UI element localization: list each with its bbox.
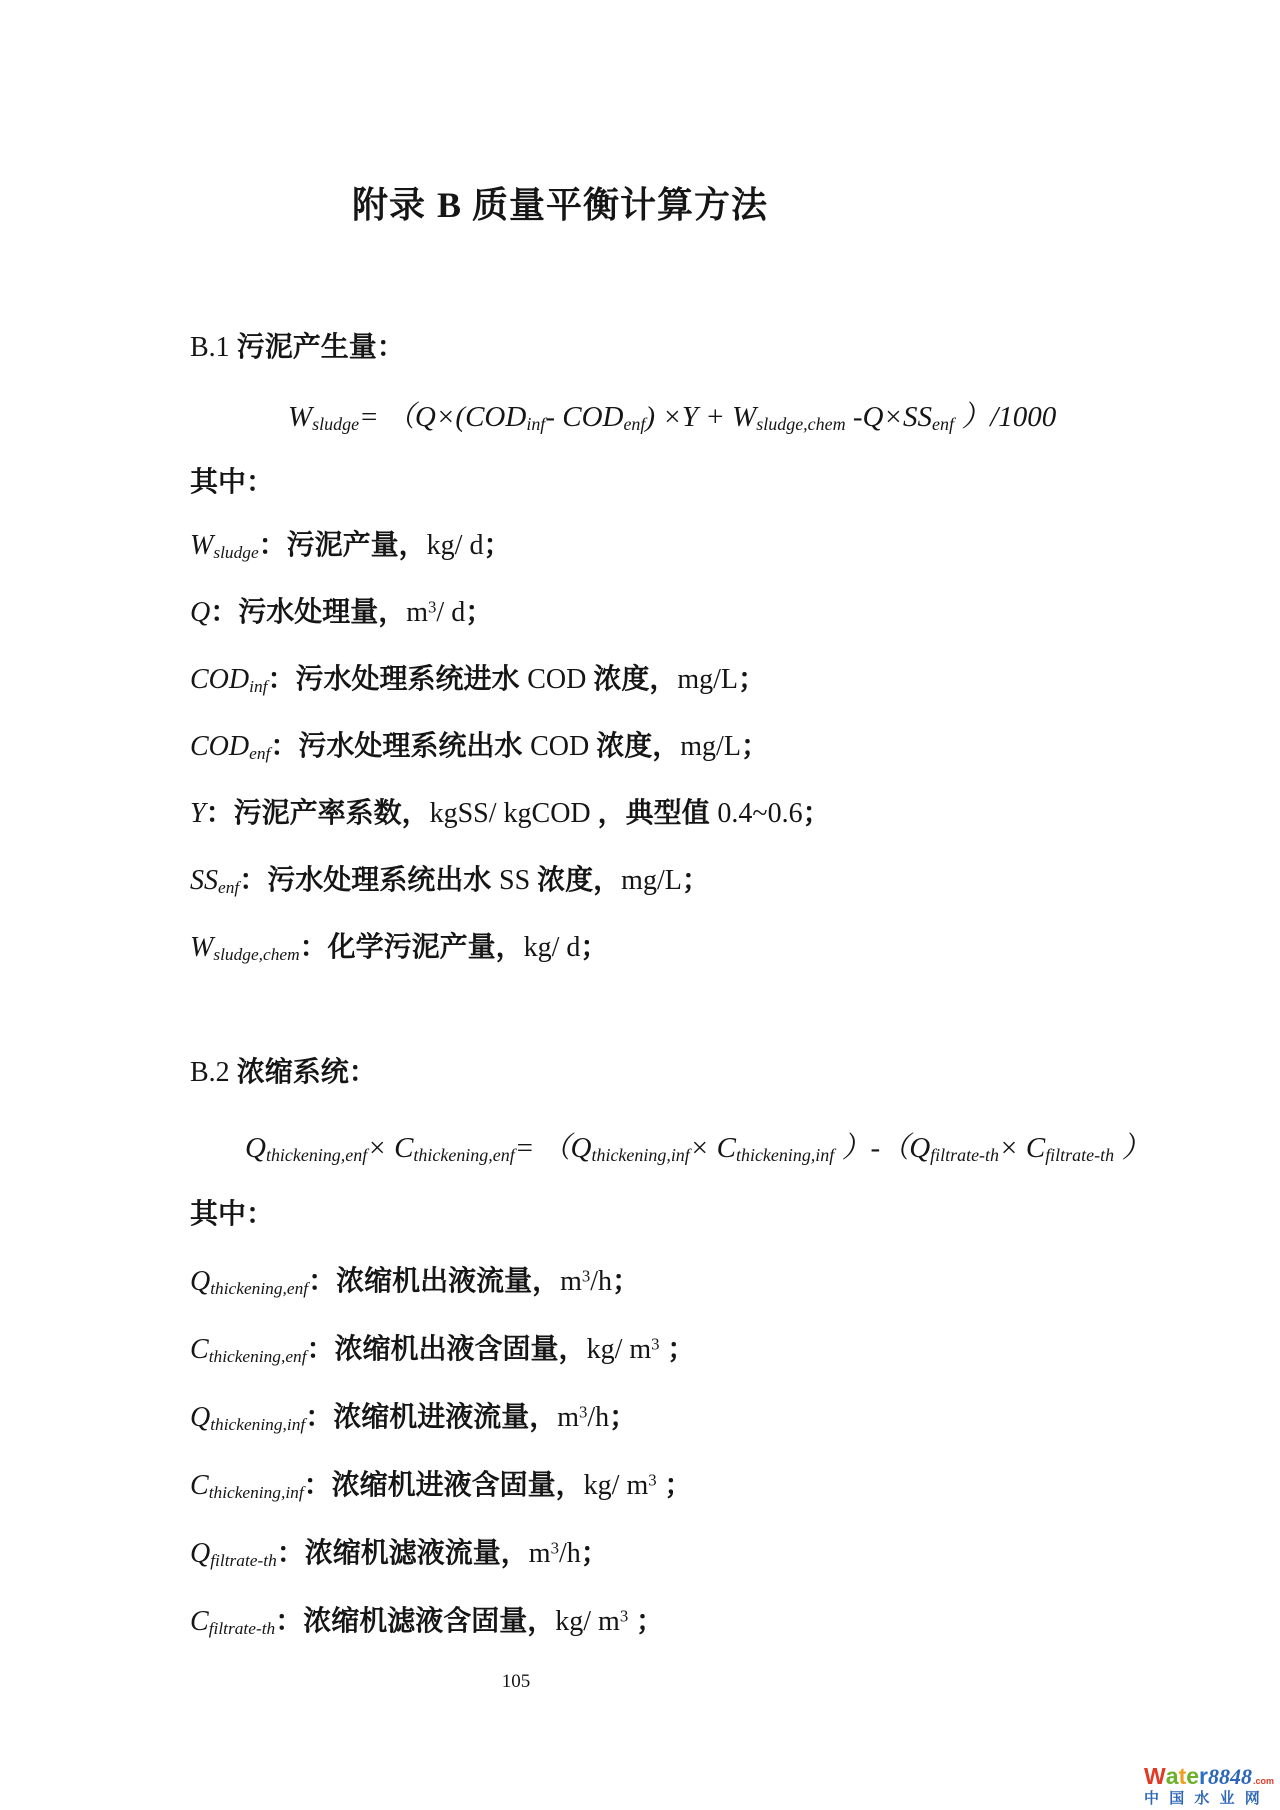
brand-letter: r xyxy=(1199,1763,1208,1789)
definition-line: $W_{sludge,chem}$：化学污泥产量，kg/ d； xyxy=(190,931,609,964)
definition-line: Y：污泥产率系数，kgSS/ kgCOD ，典型值 0.4~0.6； xyxy=(190,797,831,829)
definition-line: $COD_{inf}$：污水处理系统进水 COD 浓度，mg/L； xyxy=(190,663,767,696)
section-heading-b2: B.2 浓缩系统： xyxy=(190,1056,377,1088)
brand-letter: W xyxy=(1144,1763,1166,1789)
section-b2 xyxy=(190,1053,1280,1641)
definition-line: Q：污水处理量，$m^3/$ d； xyxy=(190,596,494,628)
definition-line: $Q_{filtrate-th}$：浓缩机滤液流量，$m^3/h$； xyxy=(190,1537,609,1570)
definitions-list-b2 xyxy=(190,1262,1280,1641)
definition-line: $SS_{enf}$：污水处理系统出水 SS 浓度，mg/L； xyxy=(190,864,710,897)
brand-letter: t xyxy=(1178,1763,1187,1789)
definition-line: $C_{filtrate-th}$：浓缩机滤液含固量，kg/ $m^3$ ； xyxy=(190,1605,664,1638)
where-label-b2: 其中： xyxy=(190,1198,275,1229)
definition-line: $C_{thickening,inf}$：浓缩机进液含固量，kg/ $m^3$ ； xyxy=(190,1469,693,1502)
brand-number: 8848 xyxy=(1207,1764,1252,1789)
page-number: 105 xyxy=(501,1671,531,1692)
brand-tagline: 中 国 水 业 网 xyxy=(1144,1790,1263,1807)
brand-row xyxy=(1144,1765,1274,1788)
definition-line: $C_{thickening,enf}$：浓缩机出液含固量，kg/ $m^3$ ； xyxy=(190,1333,696,1366)
definition-line: $Q_{thickening,enf}$：浓缩机出液流量，$m^3/h$； xyxy=(190,1265,641,1298)
definitions-list-b1 xyxy=(190,526,1280,967)
where-label-b1: 其中： xyxy=(190,466,275,497)
definition-line: $COD_{enf}$：污水处理系统出水 COD 浓度，mg/L； xyxy=(190,730,769,763)
definition-line: $Q_{thickening,inf}$：浓缩机进液流量，$m^3/h$； xyxy=(190,1401,638,1434)
brand-letter: a xyxy=(1165,1763,1179,1789)
watermark-logo xyxy=(1144,1765,1274,1806)
formula-sludge-production: $W_{sludge}= (Q\times(COD_{inf}-$ $COD_{enf}) \times Y + W_{sludge,chem}$ $-Q\times SS_{enf}$ ）/1000 xyxy=(288,401,1057,434)
page-title: 附录 B 质量平衡计算方法 xyxy=(351,184,769,225)
section-heading-b1: B.1 污泥产生量： xyxy=(190,331,405,363)
brand-letter: e xyxy=(1186,1763,1200,1789)
section-b1 xyxy=(190,328,1280,967)
definition-line: $W_{sludge}$：污泥产量，kg/ d； xyxy=(190,529,512,562)
brand-domain: .com xyxy=(1252,1776,1274,1786)
formula-thickening-balance: $Q_{thickening,enf}\times C_{thickening,enf}= (Q_{thickening,inf}\times C_{thickening,inf}$ ）$-(Q_{filtrate-th}\times C_{filtrate-th}$ ） xyxy=(245,1132,1151,1165)
